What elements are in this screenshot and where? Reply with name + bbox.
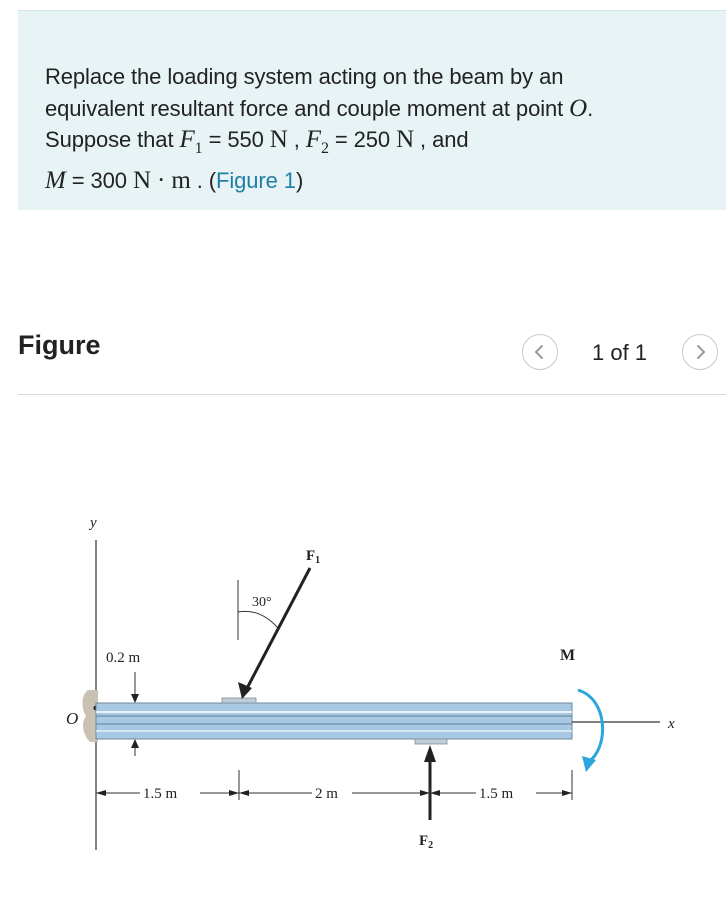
f2-symbol [305, 126, 329, 157]
dim-label-2: 2 m [315, 786, 338, 802]
dim-arrow-1 [96, 790, 106, 796]
f1-label [306, 548, 320, 566]
pager-count: 1 of 1 [592, 340, 648, 365]
problem-line-3-text: Suppose that [45, 127, 180, 152]
dim-label-1: 1.5 m [143, 786, 178, 802]
f1-unit: N [269, 126, 288, 153]
problem-line-1-text: Replace the loading system acting on the beam by an [45, 64, 564, 89]
next-figure-button[interactable] [682, 334, 718, 370]
separator: , [287, 127, 306, 152]
f2-arrow-head [424, 745, 436, 762]
dim-label-3: 1.5 m [479, 786, 514, 802]
f1-letter: F [179, 126, 195, 153]
problem-line-4-end: ) [295, 167, 304, 193]
moment-label: M [560, 647, 576, 664]
x-axis-label: x [668, 716, 675, 732]
chevron-left-icon [533, 344, 547, 360]
point-o-label: O [66, 709, 79, 728]
thickness-label: 0.2 m [106, 650, 141, 666]
problem-text [45, 61, 715, 196]
problem-line-4 [45, 165, 715, 197]
problem-line-4-text: . ( [190, 167, 217, 193]
m-unit: N · m [132, 166, 191, 194]
f2-letter: F [305, 126, 321, 153]
dim-arrow-3 [239, 790, 249, 796]
f2-value: = 250 [328, 127, 397, 152]
dim-arrow-6 [562, 790, 572, 796]
m-value: = 300 [65, 167, 133, 193]
previous-figure-button[interactable] [522, 334, 558, 370]
f2-label [419, 833, 433, 851]
f1-value: = 550 [202, 127, 270, 152]
f1-label-letter: F [306, 548, 316, 564]
f2-plate [415, 739, 447, 744]
beam [96, 703, 572, 739]
f2-subscript: 2 [320, 140, 329, 157]
m-symbol: M [45, 166, 66, 194]
problem-line-2 [45, 93, 715, 125]
f1-symbol [179, 126, 203, 157]
f2-label-letter: F [419, 833, 429, 849]
figure-link[interactable]: Figure 1 [216, 167, 296, 193]
y-axis-label: y [90, 515, 97, 531]
problem-line-1 [45, 61, 715, 93]
f1-subscript: 1 [194, 140, 203, 157]
problem-line-3 [45, 124, 715, 165]
beam-diagram [40, 500, 700, 870]
point-o-symbol: O [569, 94, 588, 122]
problem-statement-box [18, 10, 726, 210]
f2-label-subscript: 2 [428, 840, 434, 851]
divider [18, 394, 726, 395]
dim-arrow-2 [229, 790, 239, 796]
figure-heading: Figure [18, 330, 101, 360]
f2-unit: N [396, 126, 415, 153]
angle-arc [238, 611, 278, 628]
figure-pager [522, 334, 726, 378]
moment-arrow [578, 690, 603, 762]
f1-label-subscript: 1 [315, 555, 321, 566]
angle-label: 30° [252, 595, 272, 610]
f1-plate [222, 698, 256, 703]
f1-arrow-shaft [244, 568, 310, 694]
problem-line-2-text: equivalent resultant force and couple moment at point [45, 95, 570, 121]
chevron-right-icon [693, 344, 707, 360]
problem-line-2-end: . [587, 95, 594, 121]
problem-line-3-end: , and [414, 127, 469, 152]
